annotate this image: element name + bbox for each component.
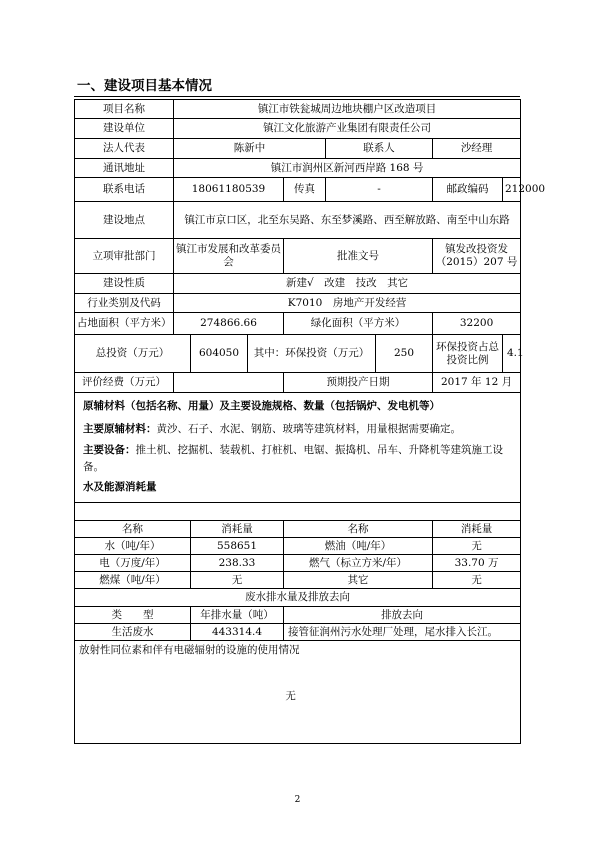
energy-row [75,572,521,589]
row-project-name [75,100,521,119]
row-area [75,313,521,335]
wastewater-header-destination: 排放去向 [284,607,521,624]
materials-heading: 原辅材料（包括名称、用量）及主要设施规格、数量（包括锅炉、发电机等） [83,400,440,412]
row-materials [75,393,521,503]
label-env-ratio: 环保投资占总投资比例 [433,335,503,373]
value-contact: 沙经理 [433,139,521,159]
label-legal-rep: 法人代表 [75,139,174,159]
value-builder: 镇江文化旅游产业集团有限责任公司 [174,119,521,139]
materials-section [75,393,521,503]
value-address: 镇江市润州区新河西岸路 168 号 [174,159,521,178]
wastewater-header-volume: 年排水量（吨） [191,607,284,624]
value-fax: - [326,178,433,202]
label-builder: 建设单位 [75,119,174,139]
value-project-name: 镇江市铁瓮城周边地块棚户区改造项目 [174,100,521,119]
value-start-date: 2017 年 12 月 [433,373,521,393]
row-industry [75,294,521,313]
value-green-area: 32200 [433,313,521,335]
value-total-invest: 604050 [191,335,248,373]
energy-header-amount-2: 消耗量 [433,521,521,538]
label-phone: 联系电话 [75,178,174,202]
label-approval-dept: 立项审批部门 [75,239,174,274]
row-investment [75,335,521,373]
label-fax: 传真 [284,178,326,202]
radiation-value: 无 [285,690,296,702]
energy-cell: 238.33 [191,555,284,572]
wastewater-header-row [75,607,521,624]
section-title: 一、建设项目基本情况 [77,78,212,94]
label-address: 通讯地址 [75,159,174,178]
value-legal-rep: 陈新中 [174,139,326,159]
value-eval-cost [174,373,284,393]
label-contact: 联系人 [326,139,433,159]
value-phone: 18061180539 [174,178,284,202]
value-env-ratio: 4.1 [503,335,521,373]
main-materials-label: 主要原辅材料： [83,423,157,435]
wastewater-destination: 接管征润州污水处理厂处理，尾水排入长江。 [284,624,521,641]
value-approval-dept: 镇江市发展和改革委员会 [174,239,284,274]
radiation-row [75,641,521,744]
main-equipment-text: 推土机、挖掘机、装载机、打桩机、电锯、振捣机、吊车、升降机等建筑施工设备。 [83,444,503,473]
energy-cell: 燃煤（吨/年） [75,572,191,589]
energy-header-name-1: 名称 [75,521,191,538]
label-total-invest: 总投资（万元） [75,335,191,373]
page-number: 2 [294,795,301,805]
value-location: 镇江市京口区，北至东吴路、东至梦溪路、西至解放路、南至中山东路 [174,202,521,239]
value-approval-no: 镇发改投资发（2015）207 号 [433,239,521,274]
label-nature: 建设性质 [75,274,174,294]
energy-cell: 燃油（吨/年） [284,538,433,555]
energy-header-name-2: 名称 [284,521,433,538]
energy-cell: 燃气（标立方米/年） [284,555,433,572]
value-postcode: 212000 [503,178,521,202]
label-project-name: 项目名称 [75,100,174,119]
row-phone [75,178,521,202]
basic-info-table [74,99,546,744]
energy-cell: 33.70 万 [433,555,521,572]
wastewater-volume: 443314.4 [191,624,284,641]
energy-row [75,555,521,572]
label-postcode: 邮政编码 [433,178,503,202]
energy-cell: 无 [433,572,521,589]
wastewater-type: 生活废水 [75,624,191,641]
label-green-area: 绿化面积（平方米） [284,313,433,335]
value-industry: K7010 房地产开发经营 [174,294,521,313]
wastewater-header-type: 类 型 [75,607,191,624]
label-approval-no: 批准文号 [284,239,433,274]
wastewater-row [75,624,521,641]
row-approval [75,239,521,274]
value-env-invest: 250 [376,335,433,373]
section-title-underline [74,96,520,97]
energy-cell: 558651 [191,538,284,555]
energy-heading: 水及能源消耗量 [83,481,157,493]
label-location: 建设地点 [75,202,174,239]
row-address [75,159,521,178]
wastewater-heading-row [75,589,521,607]
label-industry: 行业类别及代码 [75,294,174,313]
label-eval-cost: 评价经费（万元） [75,373,174,393]
row-eval [75,373,521,393]
energy-cell: 其它 [284,572,433,589]
label-env-invest: 其中：环保投资（万元） [248,335,376,373]
row-legal-rep [75,139,521,159]
main-equipment-paragraph [79,438,516,476]
label-start-date: 预期投产日期 [284,373,433,393]
energy-cell: 无 [433,538,521,555]
row-location [75,202,521,239]
label-area: 占地面积（平方米） [75,313,174,335]
energy-header-row [75,521,521,538]
energy-cell: 水（吨/年） [75,538,191,555]
wastewater-heading: 废水排水量及排放去向 [75,589,521,607]
value-nature: 新建√ 改建 技改 其它 [174,274,521,294]
row-spacer [75,503,521,521]
energy-header-amount-1: 消耗量 [191,521,284,538]
main-equipment-label: 主要设备： [83,444,136,456]
radiation-cell [75,641,521,744]
row-builder [75,119,521,139]
main-materials-text: 黄沙、石子、水泥、钢筋、玻璃等建筑材料，用量根据需要确定。 [156,423,461,435]
value-area: 274866.66 [174,313,284,335]
radiation-heading: 放射性同位素和伴有电磁辐射的设施的使用情况 [79,644,300,656]
main-materials-paragraph [79,415,516,438]
energy-row [75,538,521,555]
energy-cell: 电（万度/年） [75,555,191,572]
energy-cell: 无 [191,572,284,589]
row-nature [75,274,521,294]
